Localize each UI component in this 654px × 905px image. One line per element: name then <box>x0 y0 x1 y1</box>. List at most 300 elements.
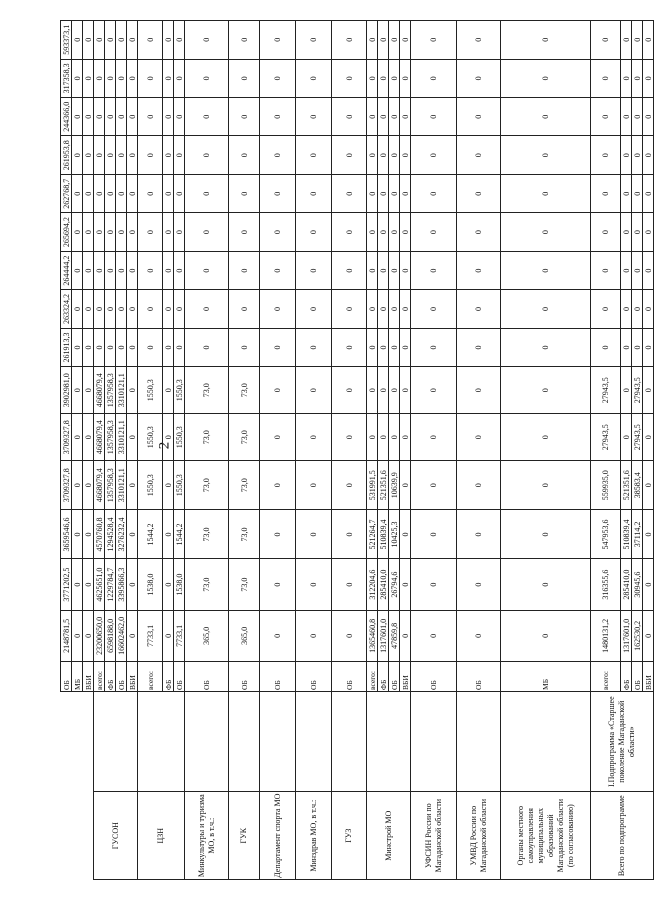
value-cell: 1544,2 <box>174 510 185 559</box>
source-cell: МБ <box>501 662 591 692</box>
value-cell: 365,0 <box>185 610 229 661</box>
source-cell: МБ <box>72 662 83 692</box>
value-cell: 0 <box>643 59 654 97</box>
value-cell: 0 <box>296 461 332 510</box>
value-cell: 0 <box>400 174 411 212</box>
value-cell: 0 <box>94 213 105 251</box>
value-cell: 0 <box>332 251 367 289</box>
value-cell: 4625651,0 <box>94 559 105 610</box>
source-cell: всего: <box>94 662 105 692</box>
value-cell: 0 <box>378 59 389 97</box>
value-cell: 0 <box>411 21 457 60</box>
value-cell: 0 <box>643 21 654 60</box>
source-cell: ВБИ <box>127 662 138 692</box>
value-cell: 264444,2 <box>61 251 72 289</box>
table-row <box>260 21 296 880</box>
value-cell: 0 <box>411 59 457 97</box>
value-cell: 0 <box>632 59 643 97</box>
value-cell: 0 <box>260 251 296 289</box>
value-cell: 27943,5 <box>632 414 643 461</box>
value-cell: 312204,6 <box>367 559 378 610</box>
value-cell: 0 <box>296 414 332 461</box>
value-cell: 0 <box>185 21 229 60</box>
value-cell: 0 <box>138 21 163 60</box>
value-cell: 0 <box>138 290 163 328</box>
value-cell: 0 <box>501 559 591 610</box>
value-cell: 0 <box>72 290 83 328</box>
value-cell: 1357958,3 <box>105 461 116 510</box>
value-cell: 0 <box>163 510 174 559</box>
value-cell: 0 <box>72 610 83 661</box>
value-cell: 4570760,8 <box>94 510 105 559</box>
value-cell: 0 <box>138 98 163 136</box>
value-cell: 0 <box>501 510 591 559</box>
value-cell: 0 <box>116 98 127 136</box>
value-cell: 0 <box>94 136 105 174</box>
source-cell: всего: <box>591 662 621 692</box>
value-cell: 0 <box>389 328 400 366</box>
value-cell: 0 <box>411 510 457 559</box>
value-cell: 0 <box>163 559 174 610</box>
value-cell: 0 <box>105 328 116 366</box>
value-cell: 0 <box>127 213 138 251</box>
value-cell: 0 <box>163 174 174 212</box>
value-cell: 27943,5 <box>591 414 621 461</box>
value-cell: 0 <box>260 610 296 661</box>
value-cell: 0 <box>367 98 378 136</box>
value-cell: 0 <box>260 59 296 97</box>
value-cell: 3771202,5 <box>61 559 72 610</box>
executor-cell: Минкультуры и туризма МО, в т.ч.: <box>185 792 229 880</box>
table-row <box>411 21 457 880</box>
value-cell: 0 <box>116 174 127 212</box>
program-cell <box>332 691 367 791</box>
value-cell: 0 <box>621 174 632 212</box>
value-cell: 0 <box>94 290 105 328</box>
value-cell: 0 <box>378 98 389 136</box>
value-cell: 1357958,3 <box>105 414 116 461</box>
value-cell: 1480131,2 <box>591 610 621 661</box>
value-cell: 2148781,5 <box>61 610 72 661</box>
value-cell: 0 <box>72 251 83 289</box>
value-cell: 0 <box>229 213 260 251</box>
value-cell: 0 <box>94 174 105 212</box>
value-cell: 0 <box>127 98 138 136</box>
value-cell: 0 <box>643 328 654 366</box>
value-cell: 0 <box>389 174 400 212</box>
value-cell: 521351,6 <box>378 461 389 510</box>
value-cell: 0 <box>116 328 127 366</box>
source-cell: ФБ <box>378 662 389 692</box>
value-cell: 0 <box>332 414 367 461</box>
value-cell: 244366,0 <box>61 98 72 136</box>
value-cell: 531991,5 <box>367 461 378 510</box>
table-row <box>138 21 163 880</box>
value-cell: 0 <box>457 414 501 461</box>
value-cell: 0 <box>72 461 83 510</box>
value-cell: 73,0 <box>185 414 229 461</box>
value-cell: 0 <box>127 174 138 212</box>
value-cell: 1550,3 <box>138 367 163 414</box>
value-cell: 0 <box>127 461 138 510</box>
value-cell: 0 <box>296 610 332 661</box>
source-cell: всего: <box>367 662 378 692</box>
value-cell: 0 <box>378 290 389 328</box>
value-cell: 0 <box>332 510 367 559</box>
blank-cell <box>72 691 83 879</box>
value-cell: 0 <box>83 367 94 414</box>
value-cell: 0 <box>94 21 105 60</box>
value-cell: 0 <box>127 21 138 60</box>
value-cell: 10425,3 <box>389 510 400 559</box>
program-cell <box>94 691 138 791</box>
value-cell: 0 <box>621 290 632 328</box>
value-cell: 559935,0 <box>591 461 621 510</box>
source-cell: ВБИ <box>643 662 654 692</box>
value-cell: 0 <box>138 328 163 366</box>
value-cell: 0 <box>127 59 138 97</box>
value-cell: 316355,6 <box>591 559 621 610</box>
value-cell: 0 <box>332 136 367 174</box>
value-cell: 0 <box>621 59 632 97</box>
value-cell: 7733,1 <box>174 610 185 661</box>
value-cell: 3709327,8 <box>61 461 72 510</box>
source-cell: ОБ <box>185 662 229 692</box>
value-cell: 6598188,0 <box>105 610 116 661</box>
value-cell: 0 <box>127 136 138 174</box>
value-cell: 0 <box>400 21 411 60</box>
value-cell: 0 <box>411 610 457 661</box>
value-cell: 0 <box>83 328 94 366</box>
value-cell: 0 <box>332 290 367 328</box>
value-cell: 0 <box>185 98 229 136</box>
value-cell: 0 <box>105 59 116 97</box>
value-cell: 3310121,1 <box>116 414 127 461</box>
value-cell: 0 <box>591 213 621 251</box>
program-cell <box>138 691 185 791</box>
value-cell: 23200650,0 <box>94 610 105 661</box>
value-cell: 0 <box>72 174 83 212</box>
table-row <box>83 21 94 880</box>
value-cell: 0 <box>501 461 591 510</box>
value-cell: 1294528,4 <box>105 510 116 559</box>
value-cell: 0 <box>501 174 591 212</box>
value-cell: 0 <box>332 461 367 510</box>
value-cell: 0 <box>260 136 296 174</box>
source-cell: ОБ <box>296 662 332 692</box>
value-cell: 0 <box>591 59 621 97</box>
value-cell: 0 <box>332 174 367 212</box>
value-cell: 261953,8 <box>61 136 72 174</box>
value-cell: 0 <box>105 98 116 136</box>
value-cell: 0 <box>378 414 389 461</box>
value-cell: 0 <box>174 98 185 136</box>
value-cell: 30945,6 <box>632 559 643 610</box>
value-cell: 0 <box>367 414 378 461</box>
value-cell: 0 <box>632 21 643 60</box>
value-cell: 1550,3 <box>174 414 185 461</box>
value-cell: 0 <box>83 174 94 212</box>
value-cell: 0 <box>260 21 296 60</box>
value-cell: 73,0 <box>185 461 229 510</box>
value-cell: 0 <box>378 213 389 251</box>
value-cell: 73,0 <box>229 461 260 510</box>
value-cell: 0 <box>163 21 174 60</box>
value-cell: 0 <box>296 21 332 60</box>
value-cell: 0 <box>378 174 389 212</box>
program-cell: I.Подпрограмма «Старшее поколение Магаданской области» <box>591 691 654 791</box>
value-cell: 1538,0 <box>138 559 163 610</box>
executor-cell: Минздрав МО, в т.ч.: <box>296 792 332 880</box>
value-cell: 0 <box>591 174 621 212</box>
value-cell: 0 <box>260 510 296 559</box>
table-row <box>229 21 260 880</box>
value-cell: 0 <box>389 290 400 328</box>
source-cell: ОБ <box>632 662 643 692</box>
value-cell: 1365460,8 <box>367 610 378 661</box>
value-cell: 0 <box>72 21 83 60</box>
executor-cell: УМВД России по Магаданской области <box>457 792 501 880</box>
value-cell: 0 <box>591 290 621 328</box>
value-cell: 0 <box>400 290 411 328</box>
value-cell: 0 <box>457 559 501 610</box>
value-cell: 0 <box>105 213 116 251</box>
value-cell: 0 <box>83 136 94 174</box>
value-cell: 0 <box>83 59 94 97</box>
source-cell: ОБ <box>61 662 72 692</box>
executor-cell: ГУСОН <box>94 792 138 880</box>
value-cell: 0 <box>185 174 229 212</box>
value-cell: 0 <box>457 59 501 97</box>
source-cell: всего: <box>138 662 163 692</box>
value-cell: 0 <box>332 367 367 414</box>
value-cell: 0 <box>367 136 378 174</box>
value-cell: 0 <box>229 98 260 136</box>
value-cell: 0 <box>501 251 591 289</box>
value-cell: 0 <box>378 328 389 366</box>
budget-table <box>60 20 654 880</box>
value-cell: 0 <box>127 510 138 559</box>
value-cell: 0 <box>296 59 332 97</box>
value-cell: 0 <box>457 21 501 60</box>
value-cell: 0 <box>163 610 174 661</box>
value-cell: 3310121,1 <box>116 367 127 414</box>
value-cell: 73,0 <box>229 414 260 461</box>
value-cell: 0 <box>400 610 411 661</box>
value-cell: 1550,3 <box>138 414 163 461</box>
value-cell: 27943,5 <box>632 367 643 414</box>
value-cell: 0 <box>632 174 643 212</box>
value-cell: 0 <box>332 59 367 97</box>
value-cell: 0 <box>174 251 185 289</box>
executor-cell: УФСИН России по Магаданской области <box>411 792 457 880</box>
value-cell: 0 <box>174 213 185 251</box>
value-cell: 1550,3 <box>174 461 185 510</box>
value-cell: 0 <box>72 59 83 97</box>
program-cell <box>411 691 457 791</box>
value-cell: 0 <box>163 367 174 414</box>
value-cell: 0 <box>185 290 229 328</box>
value-cell: 47859,8 <box>389 610 400 661</box>
source-cell: ОБ <box>229 662 260 692</box>
value-cell: 0 <box>72 559 83 610</box>
value-cell: 0 <box>591 328 621 366</box>
value-cell: 0 <box>400 414 411 461</box>
value-cell: 0 <box>185 213 229 251</box>
value-cell: 4668079,4 <box>94 461 105 510</box>
value-cell: 3902981,0 <box>61 367 72 414</box>
value-cell: 0 <box>105 290 116 328</box>
value-cell: 0 <box>185 328 229 366</box>
source-cell: ОБ <box>332 662 367 692</box>
value-cell: 0 <box>332 559 367 610</box>
value-cell: 0 <box>332 21 367 60</box>
value-cell: 0 <box>621 367 632 414</box>
source-cell: ОБ <box>457 662 501 692</box>
value-cell: 0 <box>83 98 94 136</box>
value-cell: 0 <box>411 367 457 414</box>
value-cell: 0 <box>457 290 501 328</box>
value-cell: 0 <box>632 328 643 366</box>
value-cell: 262768,7 <box>61 174 72 212</box>
value-cell: 0 <box>501 98 591 136</box>
value-cell: 1357958,3 <box>105 367 116 414</box>
value-cell: 0 <box>260 414 296 461</box>
value-cell: 0 <box>389 367 400 414</box>
table-row <box>457 21 501 880</box>
value-cell: 0 <box>229 174 260 212</box>
value-cell: 0 <box>229 21 260 60</box>
value-cell: 0 <box>378 136 389 174</box>
value-cell: 26794,6 <box>389 559 400 610</box>
value-cell: 0 <box>174 136 185 174</box>
executor-cell: ЦЗН <box>138 792 185 880</box>
value-cell: 0 <box>116 290 127 328</box>
value-cell: 0 <box>94 251 105 289</box>
value-cell: 0 <box>400 559 411 610</box>
value-cell: 0 <box>621 213 632 251</box>
value-cell: 0 <box>643 213 654 251</box>
value-cell: 0 <box>457 213 501 251</box>
value-cell: 0 <box>501 136 591 174</box>
executor-cell: Департамент спорта МО <box>260 792 296 880</box>
source-cell: ОБ <box>116 662 127 692</box>
value-cell: 0 <box>367 59 378 97</box>
value-cell: 3395866,3 <box>116 559 127 610</box>
value-cell: 0 <box>591 251 621 289</box>
value-cell: 0 <box>400 59 411 97</box>
source-cell: ВБИ <box>83 662 94 692</box>
value-cell: 0 <box>83 510 94 559</box>
value-cell: 0 <box>116 21 127 60</box>
program-cell <box>229 691 260 791</box>
value-cell: 1544,2 <box>138 510 163 559</box>
value-cell: 0 <box>643 136 654 174</box>
value-cell: 0 <box>105 136 116 174</box>
source-cell: ОБ <box>411 662 457 692</box>
value-cell: 0 <box>72 328 83 366</box>
value-cell: 0 <box>643 367 654 414</box>
executor-cell: Минстрой МО <box>367 792 411 880</box>
value-cell: 0 <box>260 461 296 510</box>
value-cell: 0 <box>457 367 501 414</box>
value-cell: 0 <box>83 290 94 328</box>
value-cell: 0 <box>400 328 411 366</box>
value-cell: 547953,6 <box>591 510 621 559</box>
value-cell: 1538,0 <box>174 559 185 610</box>
value-cell: 0 <box>591 98 621 136</box>
value-cell: 0 <box>163 290 174 328</box>
value-cell: 265694,2 <box>61 213 72 251</box>
program-cell <box>367 691 411 791</box>
value-cell: 0 <box>501 328 591 366</box>
value-cell: 0 <box>643 98 654 136</box>
value-cell: 0 <box>116 136 127 174</box>
value-cell: 0 <box>296 98 332 136</box>
value-cell: 0 <box>163 414 174 461</box>
value-cell: 0 <box>501 414 591 461</box>
value-cell: 0 <box>163 328 174 366</box>
value-cell: 73,0 <box>229 367 260 414</box>
value-cell: 0 <box>400 251 411 289</box>
value-cell: 0 <box>457 98 501 136</box>
value-cell: 38583,4 <box>632 461 643 510</box>
value-cell: 73,0 <box>185 559 229 610</box>
value-cell: 0 <box>260 328 296 366</box>
value-cell: 0 <box>296 174 332 212</box>
program-cell <box>296 691 332 791</box>
value-cell: 365,0 <box>229 610 260 661</box>
value-cell: 0 <box>174 21 185 60</box>
value-cell: 0 <box>367 328 378 366</box>
value-cell: 0 <box>591 136 621 174</box>
value-cell: 0 <box>83 251 94 289</box>
value-cell: 0 <box>174 328 185 366</box>
table-row <box>185 21 229 880</box>
value-cell: 0 <box>332 98 367 136</box>
value-cell: 0 <box>389 21 400 60</box>
value-cell: 0 <box>389 59 400 97</box>
value-cell: 0 <box>621 21 632 60</box>
value-cell: 0 <box>621 98 632 136</box>
value-cell: 0 <box>367 174 378 212</box>
value-cell: 0 <box>632 213 643 251</box>
value-cell: 510839,4 <box>378 510 389 559</box>
value-cell: 0 <box>296 510 332 559</box>
value-cell: 0 <box>138 59 163 97</box>
value-cell: 0 <box>83 610 94 661</box>
value-cell: 0 <box>296 559 332 610</box>
value-cell: 0 <box>174 290 185 328</box>
value-cell: 0 <box>116 59 127 97</box>
value-cell: 0 <box>389 251 400 289</box>
value-cell: 0 <box>174 59 185 97</box>
source-cell: ФБ <box>163 662 174 692</box>
value-cell: 0 <box>127 559 138 610</box>
value-cell: 0 <box>138 174 163 212</box>
value-cell: 0 <box>411 98 457 136</box>
value-cell: 0 <box>643 461 654 510</box>
value-cell: 0 <box>643 251 654 289</box>
value-cell: 0 <box>411 461 457 510</box>
value-cell: 27943,5 <box>591 367 621 414</box>
value-cell: 593373,1 <box>61 21 72 60</box>
value-cell: 162530,2 <box>632 610 643 661</box>
value-cell: 0 <box>105 174 116 212</box>
source-cell: ОБ <box>174 662 185 692</box>
value-cell: 0 <box>260 213 296 251</box>
value-cell: 0 <box>367 251 378 289</box>
